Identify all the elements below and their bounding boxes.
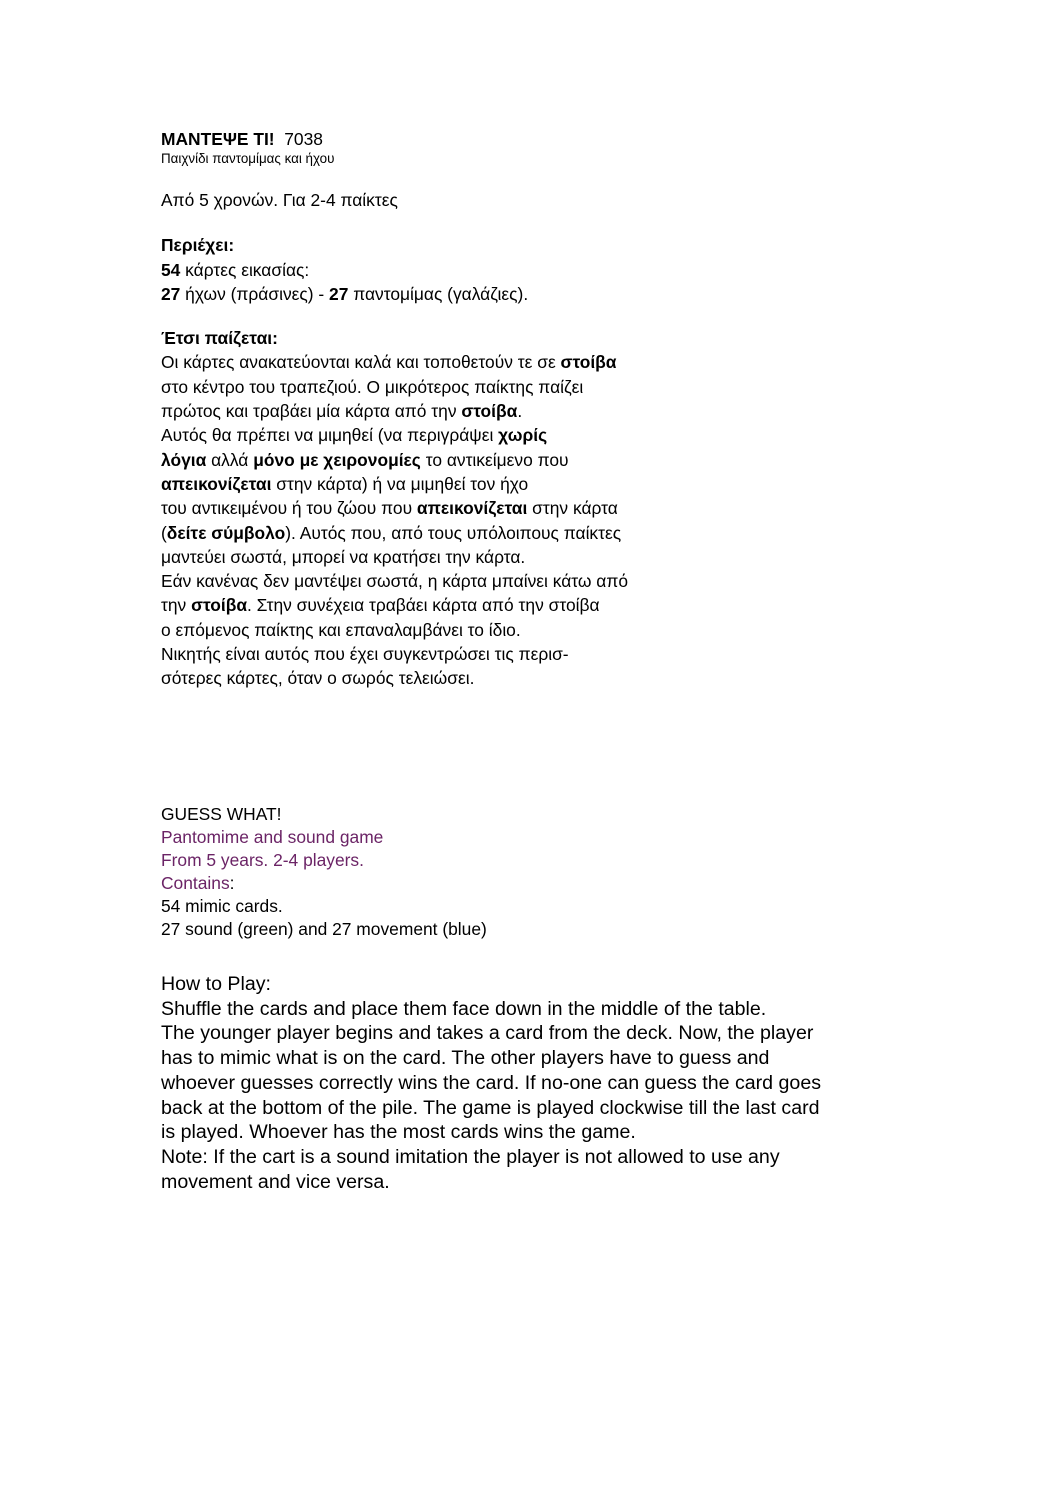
rule-text: στην κάρτα) ή να μιμηθεί τον ήχο bbox=[271, 473, 529, 494]
howto-line: The younger player begins and takes a card from the deck. Now, the player bbox=[161, 1022, 814, 1045]
english-howto-section bbox=[161, 972, 961, 1194]
rule-bold: δείτε σύμβολο bbox=[166, 522, 286, 543]
rule-line bbox=[161, 375, 921, 399]
rule-line bbox=[161, 521, 921, 545]
rule-text: αλλά bbox=[206, 449, 254, 470]
rule-text: του αντικειμένου ή του ζώου που bbox=[161, 498, 417, 519]
rule-line bbox=[161, 350, 921, 374]
howto-line: whoever guesses correctly wins the card. If no-one can guess the card goes bbox=[161, 1071, 822, 1094]
rule-text: Αυτός θα πρέπει να μιμηθεί (να περιγράψει bbox=[161, 425, 499, 446]
rule-line: μαντεύει σωστά, μπορεί να κρατήσει την κάρτα. bbox=[161, 546, 526, 567]
rule-line: σότερες κάρτες, όταν ο σωρός τελειώσει. bbox=[161, 668, 475, 689]
rule-bold: στοίβα bbox=[560, 352, 617, 373]
howto-line: Note: If the cart is a sound imitation the player is not allowed to use any bbox=[161, 1145, 780, 1168]
greek-age-players: Από 5 χρονών. Για 2-4 παίκτες bbox=[161, 190, 398, 210]
rule-line: Νικητής είναι αυτός που έχει συγκεντρώσει τις περισ- bbox=[161, 644, 569, 665]
rule-text: ( bbox=[161, 522, 167, 543]
rule-line bbox=[161, 423, 921, 447]
rule-text: ). Αυτός που, από τους υπόλοιπους παίκτες bbox=[285, 522, 622, 543]
rule-bold: χωρίς bbox=[498, 425, 548, 446]
rule-bold: μόνο με χειρονομίες bbox=[253, 449, 421, 470]
greek-subtitle: Παιχνίδι παντομίμας και ήχου bbox=[161, 151, 335, 166]
greek-split-line bbox=[161, 282, 921, 306]
rule-bold: στοίβα bbox=[191, 595, 248, 616]
contains-label: Contains bbox=[161, 873, 230, 893]
rule-text: στην κάρτα bbox=[527, 498, 618, 519]
mime-text: παντομίμας (γαλάζιες). bbox=[348, 283, 529, 304]
greek-howto-heading bbox=[161, 326, 921, 350]
mime-count: 27 bbox=[329, 283, 349, 304]
greek-section bbox=[161, 128, 921, 691]
card-count-text: κάρτες εικασίας: bbox=[180, 259, 310, 280]
english-section bbox=[161, 803, 961, 941]
sound-text: ήχων (πράσινες) - bbox=[180, 283, 330, 304]
greek-contains-line bbox=[161, 258, 921, 282]
rule-text: το αντικείμενο που bbox=[420, 449, 569, 470]
rule-line bbox=[161, 472, 921, 496]
contains-colon: : bbox=[229, 873, 235, 893]
contains-heading-text: Περιέχει: bbox=[161, 235, 235, 256]
rule-line bbox=[161, 448, 921, 472]
rule-bold: λόγια bbox=[161, 449, 207, 470]
english-contains-heading bbox=[161, 872, 961, 895]
greek-title: ΜΑΝΤΕΨΕ ΤΙ! bbox=[161, 129, 275, 149]
rule-line bbox=[161, 593, 921, 617]
rule-bold: απεικονίζεται bbox=[416, 498, 528, 519]
rule-bold: στοίβα bbox=[461, 401, 518, 422]
greek-contains-heading bbox=[161, 233, 921, 257]
card-count: 54 bbox=[161, 259, 181, 280]
rule-text: . bbox=[517, 401, 523, 422]
english-title: GUESS WHAT! bbox=[161, 804, 282, 824]
greek-title-line bbox=[161, 128, 921, 150]
rule-text: στο κέντρο του τραπεζιού. Ο μικρότερος παίκτης παίζει bbox=[161, 376, 584, 397]
howto-line: back at the bottom of the pile. The game is played clockwise till the last card bbox=[161, 1096, 820, 1119]
english-age-players: From 5 years. 2-4 players. bbox=[161, 850, 364, 870]
rule-text: . Στην συνέχεια τραβάει κάρτα από την στοίβα bbox=[247, 595, 600, 616]
rule-text: πρώτος και τραβάει μία κάρτα από την bbox=[161, 401, 462, 422]
rule-line bbox=[161, 399, 921, 423]
english-howto-heading: How to Play: bbox=[161, 973, 271, 995]
howto-heading-text: Έτσι παίζεται: bbox=[161, 328, 278, 349]
english-card-split: 27 sound (green) and 27 movement (blue) bbox=[161, 919, 487, 939]
english-subtitle: Pantomime and sound game bbox=[161, 827, 384, 847]
howto-line: movement and vice versa. bbox=[161, 1170, 390, 1193]
sound-count: 27 bbox=[161, 283, 181, 304]
howto-line: is played. Whoever has the most cards wins the game. bbox=[161, 1121, 636, 1144]
rule-line: Εάν κανένας δεν μαντέψει σωστά, η κάρτα μπαίνει κάτω από bbox=[161, 571, 629, 592]
rule-text: την bbox=[161, 595, 192, 616]
product-code: 7038 bbox=[284, 129, 323, 149]
howto-line: has to mimic what is on the card. The other players have to guess and bbox=[161, 1047, 770, 1070]
rule-text: Οι κάρτες ανακατεύονται καλά και τοποθετούν τε σε bbox=[161, 352, 561, 373]
rule-bold: απεικονίζεται bbox=[161, 473, 272, 494]
english-card-count: 54 mimic cards. bbox=[161, 896, 283, 916]
rule-line bbox=[161, 496, 921, 520]
rule-line: ο επόμενος παίκτης και επαναλαμβάνει το ίδιο. bbox=[161, 619, 521, 640]
howto-line: Shuffle the cards and place them face down in the middle of the table. bbox=[161, 997, 767, 1020]
